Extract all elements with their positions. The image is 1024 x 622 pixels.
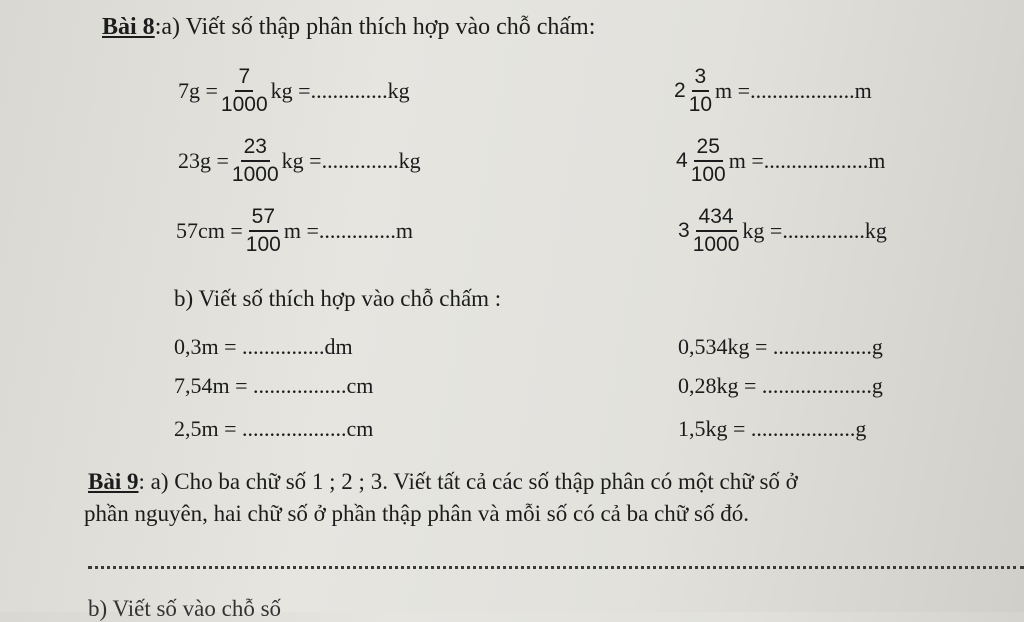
row-unit: g xyxy=(871,373,883,398)
numerator: 7 xyxy=(235,66,253,92)
answer-blank: ............... xyxy=(782,218,865,244)
answer-blank: ................... xyxy=(750,416,856,441)
row-unit: m xyxy=(395,218,413,244)
answer-blank: .................... xyxy=(761,373,872,398)
whole-part: 2 xyxy=(674,79,686,103)
exercise-8-title xyxy=(102,14,595,41)
fraction-row-2 xyxy=(178,136,421,186)
answer-blank: ................... xyxy=(242,416,347,441)
numerator: 23 xyxy=(241,136,270,162)
answer-blank: .............. xyxy=(310,78,388,104)
row-lhs: 7,54m = xyxy=(174,373,248,398)
conversion-row-4 xyxy=(678,334,883,360)
row-unit: kg xyxy=(864,218,887,244)
conversion-row-3 xyxy=(174,416,373,442)
fraction xyxy=(689,66,712,116)
whole-part: 3 xyxy=(678,219,690,243)
row-unit: kg xyxy=(398,148,421,174)
exercise-9-line-2: phần nguyên, hai chữ số ở phần thập phân và mỗi số có cả ba chữ số đó. xyxy=(84,501,749,526)
denominator: 1000 xyxy=(692,233,740,257)
conversion-row-1 xyxy=(174,334,353,360)
denominator: 1000 xyxy=(220,93,268,117)
part-b-title: b) Viết số thích hợp vào chỗ chấm : xyxy=(174,286,502,311)
numerator: 434 xyxy=(696,206,737,232)
row-lhs: 1,5kg = xyxy=(678,416,746,441)
answer-blank: ................... xyxy=(763,148,869,174)
row-lhs: 0,534kg = xyxy=(678,334,768,359)
row-unit: m xyxy=(868,148,886,174)
row-unit: cm xyxy=(346,416,374,441)
answer-blank: .............. xyxy=(318,218,396,244)
row-lhs: 7g = xyxy=(178,78,218,104)
row-lhs: 2,5m = xyxy=(174,416,237,441)
conversion-row-6 xyxy=(678,416,866,442)
answer-blank: ................. xyxy=(253,373,347,398)
exercise-8-label: Bài 8 xyxy=(102,14,155,40)
conversion-row-5 xyxy=(678,373,883,399)
fraction xyxy=(232,136,279,186)
fraction-row-3 xyxy=(176,206,413,256)
row-mid: m = xyxy=(728,148,764,174)
answer-blank: ............... xyxy=(242,334,325,359)
fraction-row-6 xyxy=(678,206,887,256)
cut-off-text: b) Viết số vào chỗ số xyxy=(88,596,282,621)
answer-blank: ................... xyxy=(750,78,855,104)
fraction-row-1 xyxy=(178,66,410,116)
row-lhs: 0,28kg = xyxy=(678,373,757,398)
row-lhs: 57cm = xyxy=(176,218,243,244)
denominator: 10 xyxy=(688,93,713,117)
denominator: 100 xyxy=(690,163,726,187)
fraction xyxy=(246,206,281,256)
numerator: 57 xyxy=(249,206,278,232)
row-mid: m = xyxy=(715,78,751,104)
exercise-8-title-text: :a) Viết số thập phân thích hợp vào chỗ chấm: xyxy=(154,14,596,40)
whole-part: 4 xyxy=(676,149,688,173)
conversion-row-2 xyxy=(174,373,373,399)
answer-blank: .................. xyxy=(772,334,872,359)
fraction-row-4 xyxy=(674,66,872,116)
fraction xyxy=(693,206,740,256)
row-mid: m = xyxy=(283,218,319,244)
numerator: 25 xyxy=(694,136,723,162)
row-unit: g xyxy=(855,416,867,441)
row-lhs: 0,3m = xyxy=(174,334,237,359)
row-unit: kg xyxy=(387,78,410,104)
row-mid: kg = xyxy=(742,218,783,244)
fraction-row-5 xyxy=(676,136,885,186)
row-mid: kg = xyxy=(281,148,322,174)
row-unit: cm xyxy=(346,373,374,398)
fraction xyxy=(221,66,268,116)
answer-blank: .............. xyxy=(321,148,399,174)
numerator: 3 xyxy=(692,66,710,92)
row-lhs: 23g = xyxy=(178,148,229,174)
exercise-9-text-1: : a) Cho ba chữ số 1 ; 2 ; 3. Viết tất cả các số thập phân có một chữ số ở xyxy=(138,469,798,494)
row-unit: g xyxy=(871,334,883,359)
row-mid: kg = xyxy=(270,78,311,104)
row-unit: dm xyxy=(324,334,353,359)
exercise-9-label: Bài 9 xyxy=(88,469,139,494)
denominator: 1000 xyxy=(231,163,279,187)
denominator: 100 xyxy=(245,233,281,257)
fraction xyxy=(691,136,726,186)
answer-dotted-line xyxy=(88,566,1024,569)
row-unit: m xyxy=(854,78,872,104)
exercise-9-line-1 xyxy=(88,466,798,498)
